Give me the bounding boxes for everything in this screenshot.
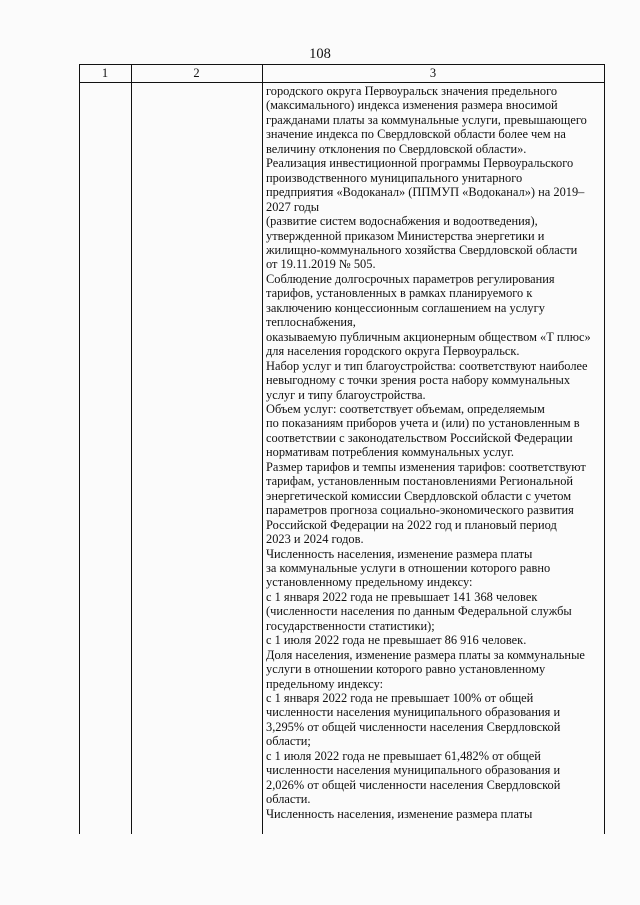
text-line: услуг и типу благоустройства. — [266, 387, 426, 402]
text-line: с 1 июля 2022 года не превышает 61,482% от общей — [266, 748, 541, 763]
text-line: по показаниям приборов учета и (или) по установленным в — [266, 416, 580, 431]
column-divider-1 — [131, 64, 132, 834]
text-line: величину отклонения по Свердловской области». — [266, 141, 527, 156]
text-line: тарифам, установленным постановлениями Региональной — [266, 474, 574, 489]
text-line: (развитие систем водоснабжения и водоотведения), — [266, 214, 538, 229]
text-line: утвержденной приказом Министерства энергетики и — [266, 228, 545, 243]
text-line: теплоснабжения, — [266, 315, 356, 330]
text-line: Реализация инвестиционной программы Первоуральского — [266, 156, 574, 171]
data-table — [79, 64, 605, 834]
text-line: Размер тарифов и темпы изменения тарифов: соответствуют — [266, 459, 586, 474]
text-line: нормативам потребления коммунальных услуг. — [266, 445, 515, 460]
text-line: численности населения муниципального образования и — [266, 763, 561, 778]
text-line: жилищно-коммунального хозяйства Свердловской области — [266, 242, 578, 257]
text-line: Доля населения, изменение размера платы за коммунальные — [266, 647, 585, 662]
text-line: 2,026% от общей численности населения Свердловской — [266, 777, 561, 792]
text-line: городского округа Первоуральск значения предельного — [266, 84, 558, 98]
header-row-border — [79, 82, 605, 83]
text-line: соответствии с законодательством Российской Федерации — [266, 430, 573, 445]
text-line: заключению концессионным соглашением на услугу — [266, 300, 545, 315]
text-line: невыгодному с точки зрения роста набору коммунальных — [266, 373, 571, 388]
text-line: производственного муниципального унитарного — [266, 170, 523, 185]
text-line: государственности статистики); — [266, 618, 435, 633]
text-line: (численности населения по данным Федеральной службы — [266, 604, 572, 619]
page-number: 108 — [309, 46, 331, 62]
text-line: Объем услуг: соответствует объемам, определяемым — [266, 401, 545, 416]
table-left-border — [79, 64, 80, 834]
text-line: Численность населения, изменение размера платы — [266, 806, 533, 821]
text-line: 2023 и 2024 годов. — [266, 532, 364, 547]
text-line: Численность населения, изменение размера платы — [266, 546, 533, 561]
text-line: области; — [266, 734, 311, 749]
column-3-text — [266, 84, 602, 832]
text-line: энергетической комиссии Свердловской области с учетом — [266, 488, 572, 503]
text-line: значение индекса по Свердловской области более чем на — [266, 127, 566, 142]
text-line: с 1 июля 2022 года не превышает 86 916 человек. — [266, 633, 527, 648]
column-header-1: 1 — [101, 66, 109, 80]
text-line: услуги в отношении которого равно установленному — [266, 662, 546, 677]
text-line: с 1 января 2022 года не превышает 141 368 человек — [266, 589, 538, 604]
text-line: 2027 годы — [266, 199, 320, 214]
text-line: гражданами платы за коммунальные услуги, превышающего — [266, 112, 587, 127]
text-line: 3,295% от общей численности населения Свердловской — [266, 719, 561, 734]
text-line: численности населения муниципального образования и — [266, 705, 561, 720]
text-line: Российской Федерации на 2022 год и плановый период — [266, 517, 557, 532]
column-divider-2 — [262, 64, 263, 834]
text-line: установленному предельному индексу: — [266, 575, 473, 590]
text-line: для населения городского округа Первоуральск. — [266, 344, 520, 359]
text-line: предельному индексу: — [266, 676, 384, 691]
text-line: с 1 января 2022 года не превышает 100% от общей — [266, 691, 534, 706]
text-line: области. — [266, 792, 311, 807]
text-line: от 19.11.2019 № 505. — [266, 257, 376, 272]
text-line: Набор услуг и тип благоустройства: соответствуют наиболее — [266, 358, 588, 373]
text-line: предприятия «Водоканал» (ППМУП «Водоканал») на 2019– — [266, 185, 585, 200]
column-header-3: 3 — [429, 66, 437, 80]
text-line: (максимального) индекса изменения размера вносимой — [266, 98, 558, 113]
table-right-border — [604, 64, 605, 834]
text-line: тарифов, установленных в рамках планируемого к — [266, 286, 533, 301]
column-header-2: 2 — [193, 66, 200, 80]
text-line: за коммунальные услуги в отношении которого равно — [266, 560, 551, 575]
text-line: оказываемую публичным акционерным обществом «Т плюс» — [266, 329, 591, 344]
text-line: параметров прогноза социально-экономического развития — [266, 503, 574, 518]
text-line: Соблюдение долгосрочных параметров регулирования — [266, 271, 555, 286]
